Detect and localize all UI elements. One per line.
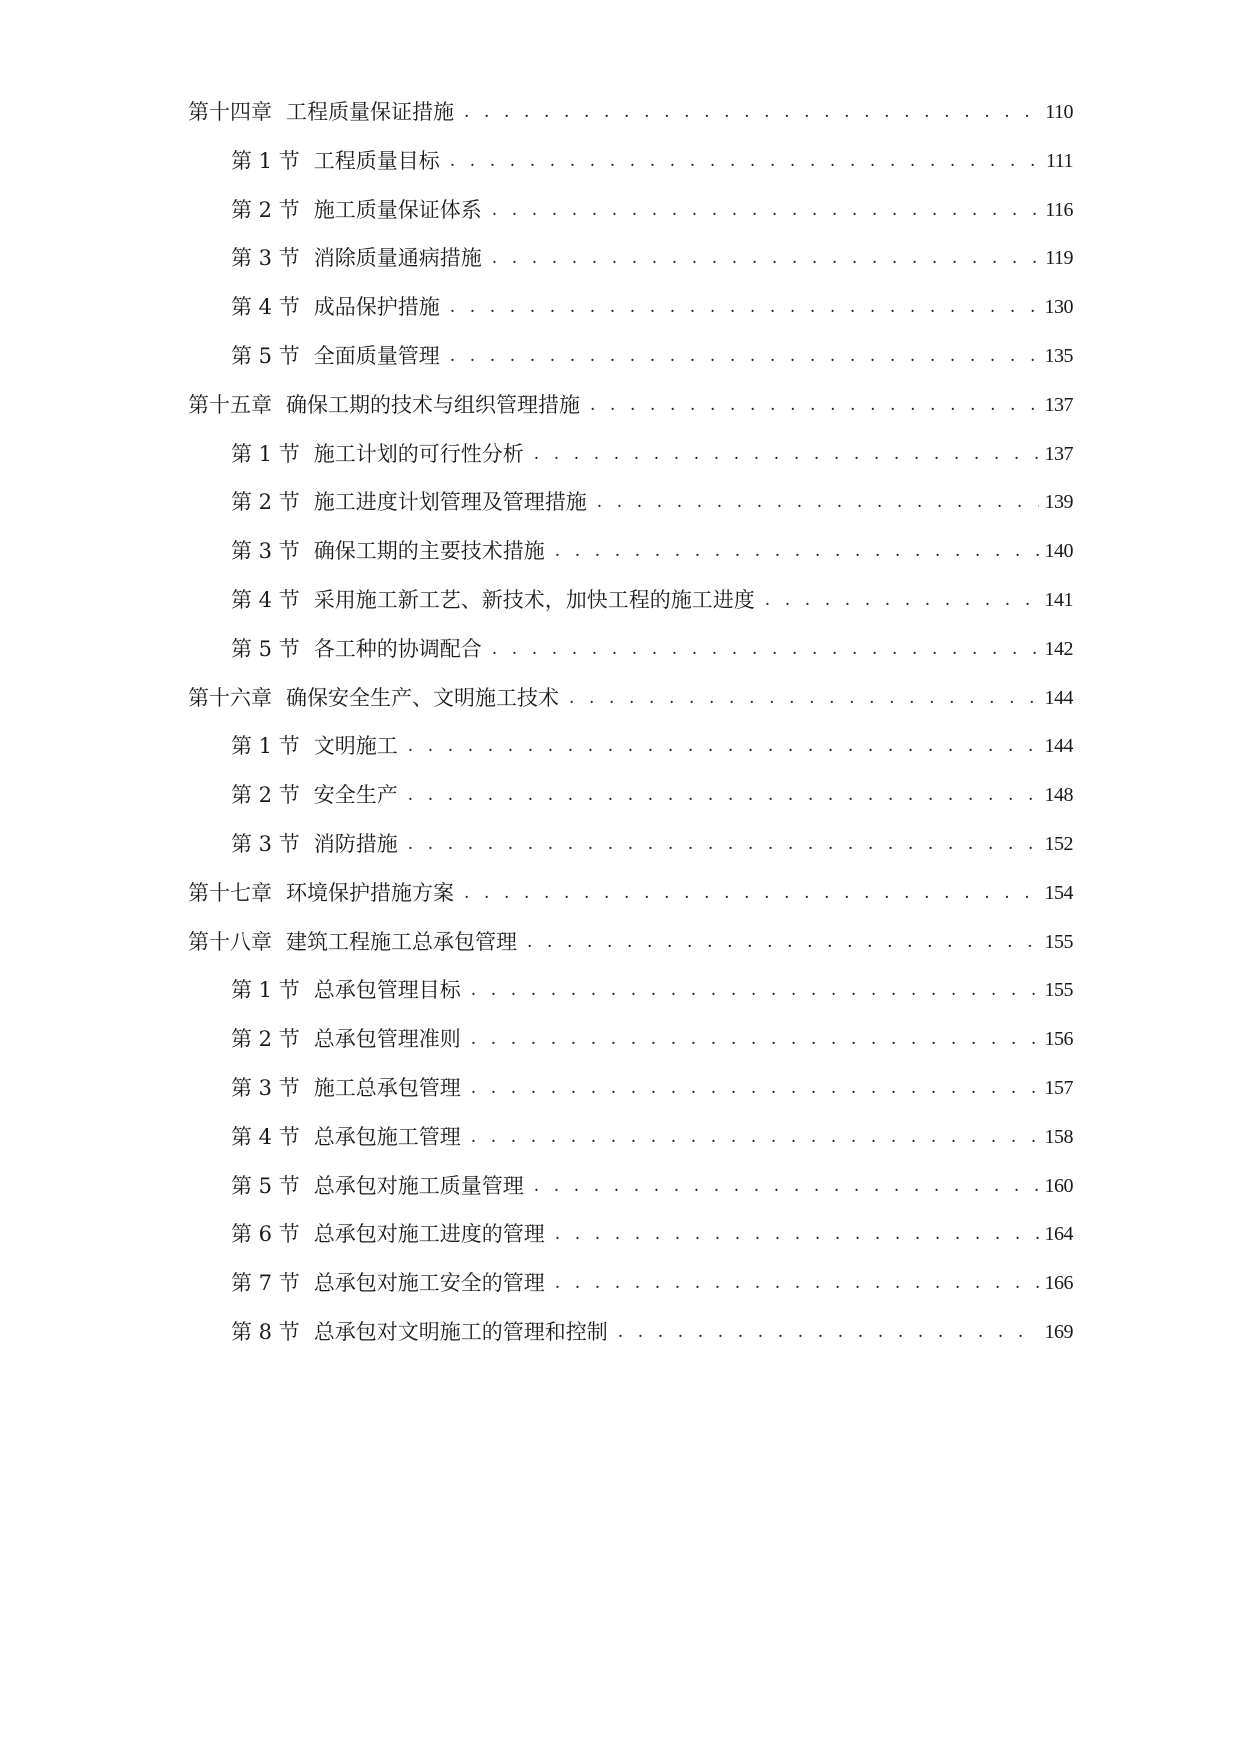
toc-section-entry[interactable] xyxy=(0,635,1241,684)
dot-leader xyxy=(408,732,1039,760)
section-title: 总承包对施工质量管理 xyxy=(313,1173,524,1198)
toc-entry-line xyxy=(231,147,1073,175)
page-number: 158 xyxy=(1044,1125,1073,1148)
dot-leader xyxy=(408,781,1039,809)
section-title: 采用施工新工艺、新技术，加快工程的施工进度 xyxy=(313,587,755,612)
toc-entry-line xyxy=(231,1074,1073,1102)
dot-leader xyxy=(471,1074,1039,1102)
section-title: 总承包管理准则 xyxy=(313,1027,461,1052)
toc-entry-line xyxy=(231,976,1073,1004)
dot-leader xyxy=(534,1172,1039,1200)
page-number: 144 xyxy=(1044,735,1073,758)
section-title: 确保工期的主要技术措施 xyxy=(313,539,545,564)
page-number: 156 xyxy=(1044,1028,1073,1051)
dot-leader xyxy=(569,684,1039,712)
toc-entry-line xyxy=(231,293,1073,321)
section-title: 全面质量管理 xyxy=(313,343,440,368)
dot-leader xyxy=(450,293,1039,321)
toc-chapter-entry[interactable] xyxy=(0,879,1241,928)
section-title: 各工种的协调配合 xyxy=(313,636,482,661)
section-title: 成品保护措施 xyxy=(313,295,440,320)
section-number: 第 6 节 xyxy=(231,1222,300,1247)
page-number: 130 xyxy=(1044,296,1073,319)
section-number: 第 5 节 xyxy=(231,343,300,368)
page-number: 154 xyxy=(1044,881,1073,904)
toc-section-entry[interactable] xyxy=(0,830,1241,879)
page-number: 164 xyxy=(1044,1223,1073,1246)
dot-leader xyxy=(534,440,1039,468)
section-number: 第 1 节 xyxy=(231,441,300,466)
toc-entry-line xyxy=(188,879,1073,907)
section-number: 第 1 节 xyxy=(231,148,300,173)
toc-chapter-entry[interactable] xyxy=(0,684,1241,733)
dot-leader xyxy=(492,196,1040,224)
page-number: 160 xyxy=(1044,1174,1073,1197)
chapter-title: 确保工期的技术与组织管理措施 xyxy=(286,392,580,417)
section-number: 第 3 节 xyxy=(231,1075,300,1100)
chapter-number: 第十五章 xyxy=(188,392,272,417)
toc-entry-line xyxy=(231,1318,1073,1346)
chapter-number: 第十四章 xyxy=(188,100,272,124)
section-number: 第 2 节 xyxy=(231,197,300,222)
toc-entry-line xyxy=(231,244,1073,272)
section-title: 施工计划的可行性分析 xyxy=(313,441,524,466)
chapter-title: 工程质量保证措施 xyxy=(286,100,454,124)
section-title: 总承包施工管理 xyxy=(313,1124,461,1149)
dot-leader xyxy=(590,391,1039,419)
toc-entry-line xyxy=(231,732,1073,760)
toc-entry-line xyxy=(231,830,1073,858)
dot-leader xyxy=(492,635,1039,663)
toc-section-entry[interactable] xyxy=(0,244,1241,293)
dot-leader xyxy=(471,1025,1039,1053)
page-number: 141 xyxy=(1044,588,1073,611)
section-number: 第 3 节 xyxy=(231,246,300,271)
section-title: 消除质量通病措施 xyxy=(313,246,482,271)
section-number: 第 5 节 xyxy=(231,636,300,661)
toc-section-entry[interactable] xyxy=(0,1269,1241,1318)
toc-entry-line xyxy=(231,440,1073,468)
section-title: 施工进度计划管理及管理措施 xyxy=(313,490,587,515)
dot-leader xyxy=(450,342,1039,370)
page-number: 119 xyxy=(1045,247,1073,270)
toc-entry-line xyxy=(231,1025,1073,1053)
toc-section-entry[interactable] xyxy=(0,488,1241,537)
toc-entry-line xyxy=(231,586,1073,614)
section-number: 第 1 节 xyxy=(231,734,300,759)
toc-entry-line xyxy=(188,98,1073,126)
chapter-number: 第十八章 xyxy=(188,929,272,954)
dot-leader xyxy=(555,537,1039,565)
dot-leader xyxy=(765,586,1039,614)
section-number: 第 1 节 xyxy=(231,978,300,1003)
page-number: 148 xyxy=(1044,784,1073,807)
section-title: 施工总承包管理 xyxy=(313,1075,461,1100)
page-number: 137 xyxy=(1044,393,1073,416)
toc-section-entry[interactable] xyxy=(0,1074,1241,1123)
section-number: 第 4 节 xyxy=(231,295,300,320)
toc-section-entry[interactable] xyxy=(0,342,1241,391)
page-number: 155 xyxy=(1044,979,1073,1002)
page-number: 166 xyxy=(1044,1272,1073,1295)
section-number: 第 8 节 xyxy=(231,1319,300,1344)
toc-section-entry[interactable] xyxy=(0,196,1241,245)
page-number: 111 xyxy=(1045,149,1073,172)
dot-leader xyxy=(408,830,1039,858)
toc-section-entry[interactable] xyxy=(0,293,1241,342)
dot-leader xyxy=(555,1220,1039,1248)
page-number: 152 xyxy=(1044,832,1073,855)
section-title: 消防措施 xyxy=(313,831,398,856)
dot-leader xyxy=(492,244,1040,272)
section-title: 总承包管理目标 xyxy=(313,978,461,1003)
chapter-title: 确保安全生产、文明施工技术 xyxy=(286,685,559,710)
dot-leader xyxy=(471,976,1039,1004)
toc-section-entry[interactable] xyxy=(0,1318,1241,1367)
toc-entry-line xyxy=(231,488,1073,516)
dot-leader xyxy=(527,928,1039,956)
page-number: 139 xyxy=(1044,491,1073,514)
toc-section-entry[interactable] xyxy=(0,1220,1241,1269)
table-of-contents xyxy=(0,98,1241,1367)
toc-entry-line xyxy=(188,684,1073,712)
toc-section-entry[interactable] xyxy=(0,147,1241,196)
dot-leader xyxy=(464,98,1039,126)
section-number: 第 2 节 xyxy=(231,1027,300,1052)
toc-section-entry[interactable] xyxy=(0,1123,1241,1172)
page-number: 157 xyxy=(1044,1076,1073,1099)
toc-section-entry[interactable] xyxy=(0,586,1241,635)
toc-entry-line xyxy=(231,342,1073,370)
chapter-title: 环境保护措施方案 xyxy=(286,880,454,905)
dot-leader xyxy=(464,879,1039,907)
section-title: 施工质量保证体系 xyxy=(313,197,482,222)
section-number: 第 3 节 xyxy=(231,539,300,564)
toc-entry-line xyxy=(231,635,1073,663)
toc-entry-line xyxy=(231,1269,1073,1297)
dot-leader xyxy=(471,1123,1039,1151)
chapter-number: 第十七章 xyxy=(188,880,272,905)
page-number: 144 xyxy=(1044,686,1073,709)
toc-chapter-entry[interactable] xyxy=(0,391,1241,440)
page-number: 155 xyxy=(1044,930,1073,953)
section-title: 文明施工 xyxy=(313,734,398,759)
section-number: 第 5 节 xyxy=(231,1173,300,1198)
toc-section-entry[interactable] xyxy=(0,1025,1241,1074)
toc-entry-line xyxy=(231,1123,1073,1151)
section-number: 第 2 节 xyxy=(231,783,300,808)
toc-section-entry[interactable] xyxy=(0,1172,1241,1221)
chapter-title: 建筑工程施工总承包管理 xyxy=(286,929,517,954)
chapter-number: 第十六章 xyxy=(188,685,272,710)
toc-section-entry[interactable] xyxy=(0,976,1241,1025)
toc-entry-line xyxy=(231,196,1073,224)
page-number: 116 xyxy=(1045,198,1073,221)
section-title: 工程质量目标 xyxy=(313,148,440,173)
section-title: 总承包对施工安全的管理 xyxy=(313,1271,545,1296)
toc-entry-line xyxy=(231,1172,1073,1200)
section-title: 总承包对施工进度的管理 xyxy=(313,1222,545,1247)
toc-section-entry[interactable] xyxy=(0,440,1241,489)
section-title: 总承包对文明施工的管理和控制 xyxy=(313,1319,608,1344)
dot-leader xyxy=(555,1269,1039,1297)
section-number: 第 4 节 xyxy=(231,1124,300,1149)
section-number: 第 3 节 xyxy=(231,831,300,856)
toc-entry-line xyxy=(188,928,1073,956)
section-number: 第 7 节 xyxy=(231,1271,300,1296)
toc-section-entry[interactable] xyxy=(0,537,1241,586)
page-number: 110 xyxy=(1045,101,1073,123)
page-number: 169 xyxy=(1044,1320,1073,1343)
toc-chapter-entry[interactable] xyxy=(0,98,1241,147)
section-number: 第 2 节 xyxy=(231,490,300,515)
toc-section-entry[interactable] xyxy=(0,781,1241,830)
page-number: 135 xyxy=(1044,344,1073,367)
dot-leader xyxy=(618,1318,1039,1346)
toc-section-entry[interactable] xyxy=(0,732,1241,781)
toc-entry-line xyxy=(231,781,1073,809)
page-number: 137 xyxy=(1044,442,1073,465)
dot-leader xyxy=(450,147,1040,175)
section-title: 安全生产 xyxy=(313,783,398,808)
toc-entry-line xyxy=(231,1220,1073,1248)
toc-entry-line xyxy=(188,391,1073,419)
page-number: 140 xyxy=(1044,540,1073,563)
toc-chapter-entry[interactable] xyxy=(0,928,1241,977)
section-number: 第 4 节 xyxy=(231,587,300,612)
toc-entry-line xyxy=(231,537,1073,565)
page-number: 142 xyxy=(1044,637,1073,660)
dot-leader xyxy=(597,488,1039,516)
